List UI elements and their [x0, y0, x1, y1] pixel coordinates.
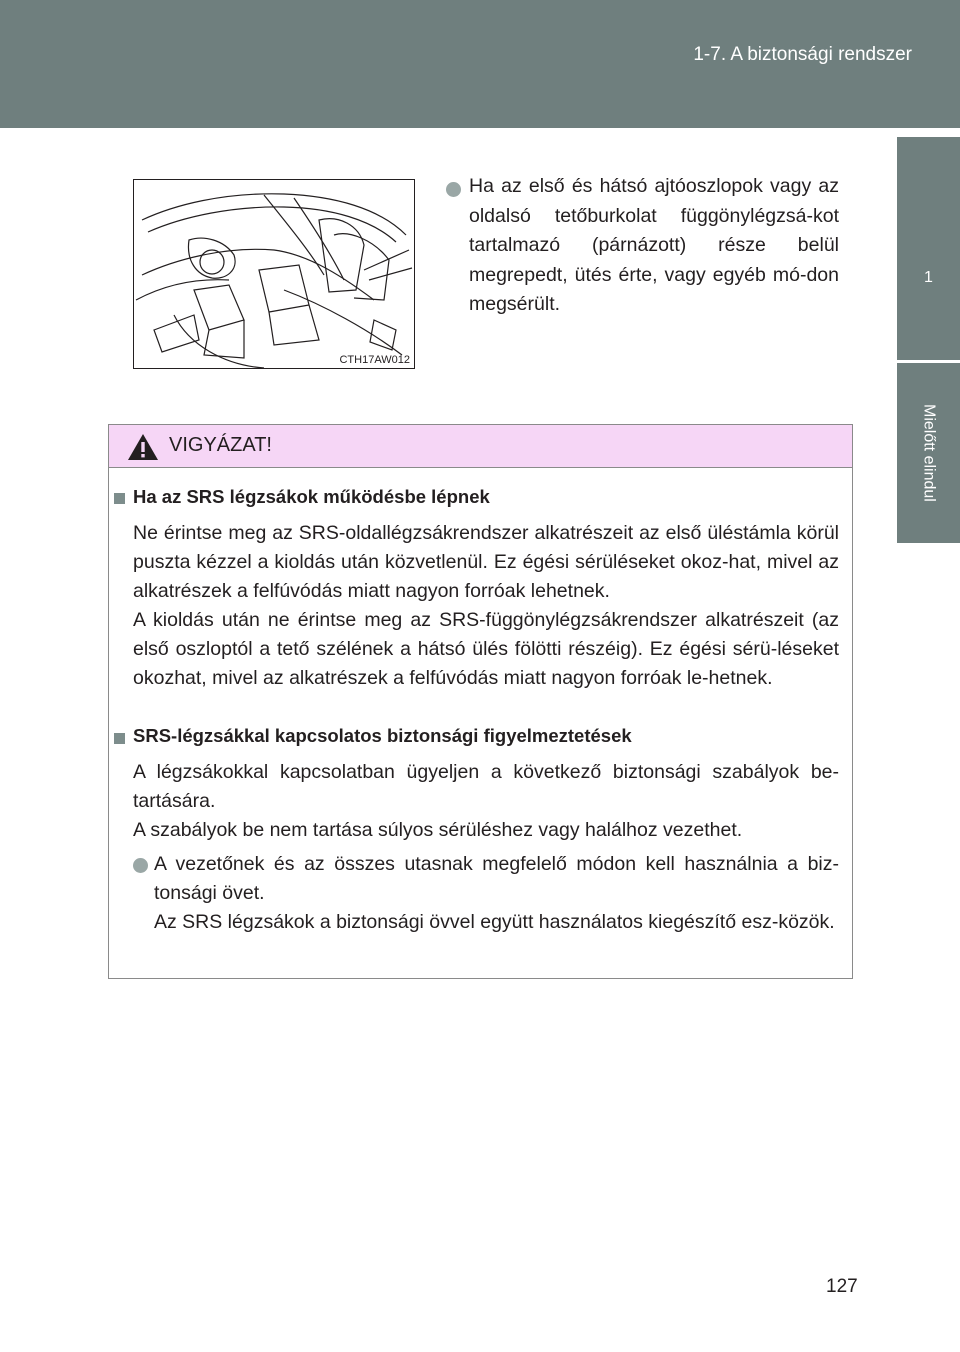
- car-interior-illustration: [133, 179, 415, 369]
- bullet-text: A vezetőnek és az összes utasnak megfelelő módon kell használnia a biz-tonsági övet.: [154, 853, 839, 904]
- section-heading: SRS-légzsákkal kapcsolatos biztonsági figyelmeztetések: [133, 725, 632, 746]
- paragraph: Ne érintse meg az SRS-oldallégzsákrendszer alkatrészeit az első üléstámla körül puszta kézzel a kioldás után közvetlenül. Ez égési sérüléseket okoz-hat, mivel az alkatrészek a felfúvódás miatt nagyon forróak lehetnek.: [133, 522, 839, 602]
- bullet-icon: [446, 182, 461, 197]
- chapter-label: Mielőtt elindul: [920, 404, 938, 502]
- bullet-text: Az SRS légzsákok a biztonsági övvel együtt használatos kiegészítő esz-közök.: [154, 911, 835, 933]
- figure-code: CTH17AW012: [339, 354, 410, 366]
- bullet-icon: [133, 858, 148, 873]
- section-title: 1-7. A biztonsági rendszer: [693, 44, 912, 65]
- section-heading: Ha az SRS légzsákok működésbe lépnek: [133, 486, 490, 507]
- car-interior-drawing: [134, 180, 416, 370]
- square-bullet-icon: [114, 493, 125, 504]
- square-bullet-icon: [114, 733, 125, 744]
- page-header: [0, 0, 960, 128]
- paragraph: A szabályok be nem tartása súlyos sérüléshez vagy halálhoz vezethet.: [133, 819, 743, 841]
- paragraph: A légzsákokkal kapcsolatban ügyeljen a következő biztonsági szabályok be-tartására.: [133, 761, 839, 812]
- caution-header: [109, 425, 852, 468]
- paragraph: A kioldás után ne érintse meg az SRS-függönylégzsákrendszer alkatrészeit (az első oszloptól a tető szélének a hátsó ülés fölötti részéig). Ez égési sérü-léseket okozhat, mivel az alkatrészek a felfúvódás miatt nagyon forróak le-hetnek.: [133, 609, 839, 689]
- warning-triangle-icon: [127, 433, 159, 461]
- chapter-number: 1: [924, 269, 933, 286]
- note-paragraph: Ha az első és hátsó ajtóoszlopok vagy az oldalsó tetőburkolat függönylégzsá-kot tartalmazó (párnázott) része belül megrepedt, ütés érte, vagy egyéb mó-don megsérült.: [469, 175, 839, 315]
- caution-title: VIGYÁZAT!: [169, 434, 272, 456]
- page-number: 127: [826, 1276, 858, 1297]
- caution-box: [108, 424, 853, 979]
- chapter-tab: [897, 137, 960, 360]
